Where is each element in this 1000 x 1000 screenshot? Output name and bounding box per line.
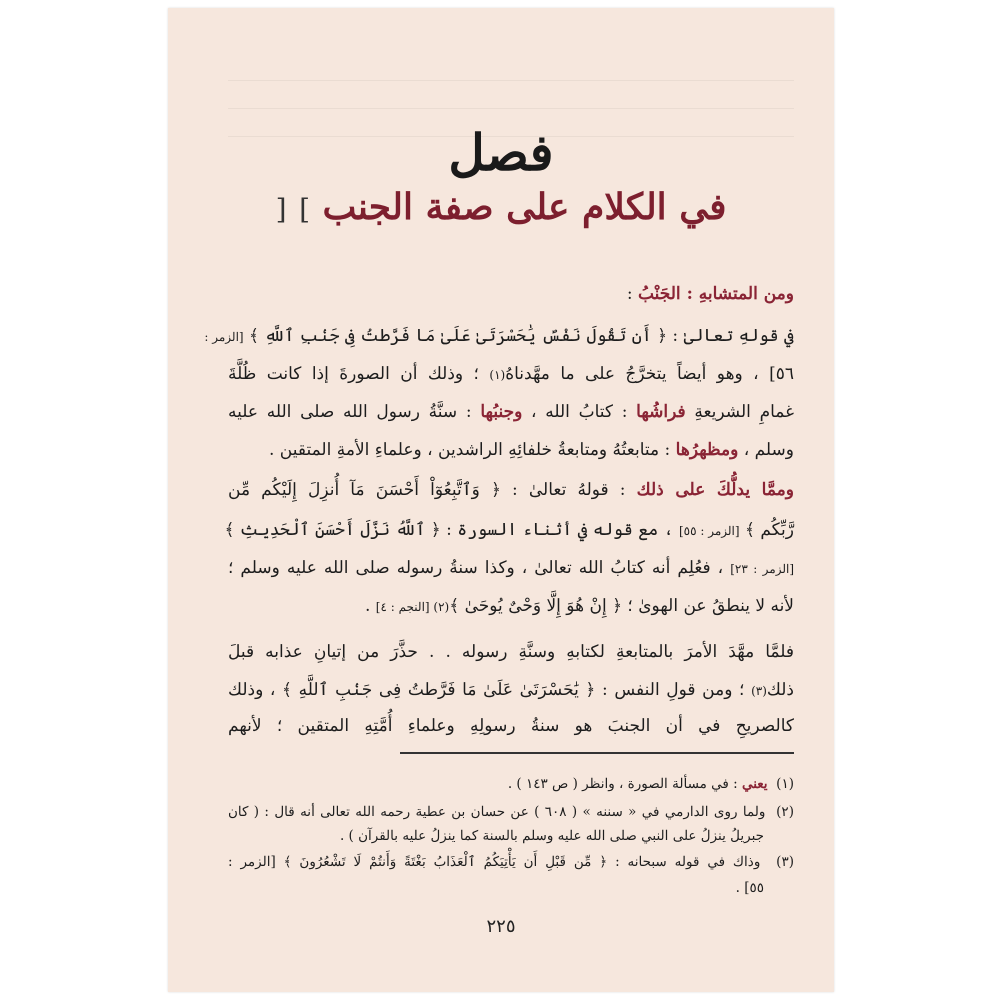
subtitle-text: في الكلام على صفة الجنب (322, 186, 727, 228)
footnote-number: (٢) (776, 804, 794, 820)
text-line (228, 676, 794, 705)
text-line (228, 592, 794, 621)
footnote-number: (٣) (776, 854, 794, 870)
line-text: : سنَّةُ رسول الله صلى الله عليه (228, 402, 481, 422)
line-text: : كتابُ الله ، (522, 402, 637, 422)
bracket-open: [ (275, 193, 287, 226)
highlight-term: وممَّا يدلُّكَ على ذلك (636, 480, 794, 500)
footnote-text: ٥٥] . (735, 880, 764, 896)
footnote-marker: (١) (489, 368, 506, 382)
line-text: : (626, 284, 638, 304)
footnote-text: وذاك في قوله سبحانه : ﴿ مِّن قَبْلِ أَن يَأْتِيَكُمُ ٱلْعَذَابُ بَغْتَةً وَأَنتُمْ لَا تَشْعُرُونَ ﴾ [الزمر : (228, 854, 761, 870)
bracket-close: ] (299, 193, 310, 226)
line-text: : متابعتُهُ ومتابعةُ خلفائِهِ الراشدين ، وعلماءِ الأمةِ المتقين . (268, 440, 676, 460)
bleed-through-line (228, 108, 794, 109)
bleed-through-line (228, 80, 794, 81)
footnote-marker: (٣) (751, 684, 767, 698)
footnote (228, 772, 794, 796)
text-line (228, 712, 794, 740)
text-line (228, 280, 794, 308)
text-line (228, 638, 794, 666)
quran-reference: [الزمر : ٢٣] (730, 562, 794, 576)
quran-reference: [الزمر : (204, 330, 244, 344)
footnote-text: جبريلُ ينزلُ على النبي صلى الله عليه وسلم بالسنة كما ينزلُ عليه بالقرآن ) . (339, 828, 764, 844)
text-line (228, 436, 794, 464)
text-line (228, 476, 794, 504)
line-text: : قولهُ تعالىٰ : ﴿ وَٱتَّبِعُوٓاْ أَحْسَنَ مَآ أُنزِلَ إِلَيْكُم مِّن (228, 480, 637, 500)
line-text: ذلك (766, 680, 794, 700)
line-text: في قولهِ تعالىٰ : ﴿ أَن تَقُولَ نَفْسٌ يَٰحَسْرَتَىٰ عَلَىٰ مَا فَرَّطتُ فِى جَنۢبِ ٱللَّهِ ﴾ (243, 326, 794, 346)
footnote-number: (١) (776, 776, 794, 792)
quran-reference: (٢) [النجم : ٤] (375, 600, 450, 614)
footnote-continuation (228, 876, 764, 900)
page-number: ٢٢٥ (486, 916, 516, 937)
line-text: ؛ ومن قولِ النفس : ﴿ يَٰحَسْرَتَىٰ عَلَىٰ مَا فَرَّطتُ فِى جَنۢبِ ٱللَّهِ ﴾ ، وذلك (228, 680, 752, 700)
footnote-separator (400, 752, 794, 754)
highlight-term: يعني (741, 776, 768, 792)
footnote (228, 800, 794, 824)
quran-reference: [الزمر : ٥٥] (678, 524, 740, 538)
footnote-text: : في مسألة الصورة ، وانظر ( ص ١٤٣ ) . (507, 776, 742, 792)
highlight-term: فراشُها (636, 402, 686, 422)
highlight-term: وجنبُها (480, 402, 523, 422)
line-text: كالصريحِ في أن الجنبَ هو سنةُ رسولِهِ وعلماءِ أُمَّتِهِ المتقين ؛ لأنهم (228, 716, 794, 736)
footnote (228, 850, 794, 874)
footnote-continuation (228, 824, 764, 848)
highlight-term: ومظهرُها (675, 440, 739, 460)
line-text: ٥٦] ، وهو أيضاً يتخرَّجُ على ما مهَّدناهُ (505, 364, 794, 384)
highlight-term: ومن المتشابهِ : الجَنْبُ (637, 284, 794, 304)
footnote-text: ولما روى الدارمي في « سننه » ( ٦٠٨ ) عن حسان بن عطية رحمه الله تعالى أنه قال : ( كان (228, 804, 766, 820)
line-text: . (364, 596, 376, 616)
text-line (228, 554, 794, 583)
line-text: لأنه لا ينطقُ عن الهوىٰ ؛ ﴿ إِنْ هُوَ إِلَّا وَحْىٌ يُوحَىٰ ﴾ (449, 596, 794, 616)
text-line (224, 516, 794, 545)
line-text: رَّبِّكُم ﴾ (739, 520, 794, 540)
line-text: فلمَّا مهَّدَ الأمرَ بالمتابعةِ لكتابهِ وسنَّةِ رسوله . . حذَّرَ من إتيانِ عذابه قبلَ (228, 642, 794, 662)
line-text: ؛ وذلك أن الصورةَ إذا كانت ظُلَّةَ (228, 364, 490, 384)
line-text: غمامِ الشريعةِ (685, 402, 794, 422)
text-line (228, 360, 794, 389)
chapter-title: فصل (448, 123, 554, 182)
chapter-subtitle (168, 186, 834, 228)
line-text: ، مع قوله في أثناء السورة : ﴿ ٱللَّهُ نَزَّلَ أَحْسَنَ ٱلْحَدِيثِ ﴾ (224, 520, 679, 540)
line-text: ، فعُلِم أنه كتابُ الله تعالىٰ ، وكذا سنةُ رسوله صلى الله عليه وسلم ؛ (228, 558, 731, 578)
text-line (204, 322, 794, 351)
book-page (168, 8, 834, 992)
line-text: وسلم ، (738, 440, 794, 460)
text-line (228, 398, 794, 426)
